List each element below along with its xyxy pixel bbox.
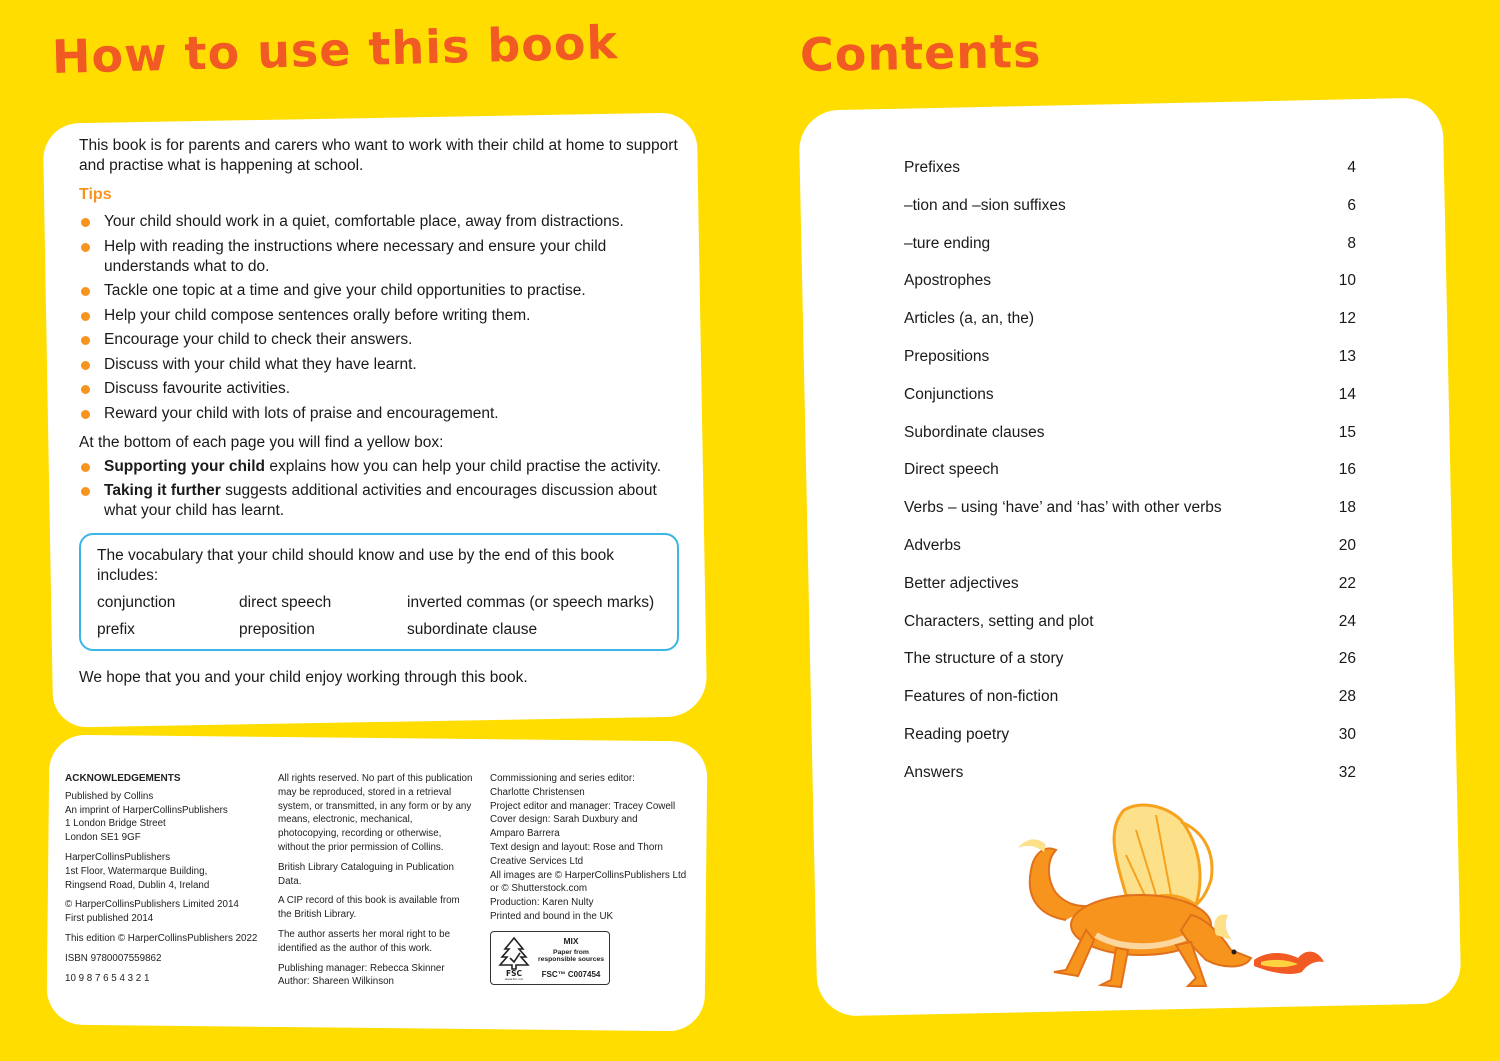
contents-item-label: Prefixes xyxy=(904,159,960,176)
contents-item[interactable] xyxy=(904,459,1356,497)
vocabulary-row xyxy=(97,620,661,640)
ack-block: The author asserts her moral right to be identified as the author of this work. xyxy=(278,928,451,954)
ack-line: Creative Services Ltd xyxy=(490,855,584,867)
list-item: Discuss with your child what they have learnt. xyxy=(79,355,679,375)
ack-line: Author: Shareen Wilkinson xyxy=(278,976,394,988)
fsc-logo-text: FSC xyxy=(505,968,523,978)
intro-text: This book is for parents and carers who want to work with their child at home to support and practise what is happening at school. xyxy=(79,137,678,174)
contents-item[interactable] xyxy=(904,308,1356,346)
contents-item-page: 22 xyxy=(1338,574,1356,592)
vocab-term: inverted commas (or speech marks) xyxy=(407,594,655,611)
tips-list xyxy=(79,212,679,424)
contents-item[interactable] xyxy=(904,157,1356,195)
contents-item-label: Apostrophes xyxy=(904,272,992,290)
vocab-term: direct speech xyxy=(239,594,332,611)
vocab-term: prefix xyxy=(97,621,135,638)
contents-item-label: Verbs – using ‘have’ and ‘has’ with other verbs xyxy=(904,499,1222,517)
contents-item-page: 18 xyxy=(1338,499,1356,517)
ack-line: Commissioning and series editor: xyxy=(490,773,635,784)
contents-item-page: 14 xyxy=(1338,385,1356,403)
contents-item-label: Subordinate clauses xyxy=(904,423,1045,441)
contents-item-label: Direct speech xyxy=(904,461,999,479)
contents-item[interactable] xyxy=(904,535,1356,573)
ack-column-3 xyxy=(490,772,695,985)
ack-line: Published by Collins xyxy=(65,790,154,802)
contents-item-page: 24 xyxy=(1338,612,1356,630)
contents-item[interactable] xyxy=(904,422,1356,460)
contents-item-label: –tion and –sion suffixes xyxy=(904,196,1066,214)
contents-item[interactable] xyxy=(904,346,1356,384)
list-item xyxy=(79,457,679,477)
fsc-site-text: www.fsc.org xyxy=(504,976,524,980)
fsc-mix-label: MIX xyxy=(563,935,579,946)
ack-line: Publishing manager: Rebecca Skinner xyxy=(278,962,445,974)
list-item: Help your child compose sentences orally before writing them. xyxy=(79,306,679,326)
list-item-bold: Taking it further xyxy=(104,482,221,499)
vocabulary-intro: The vocabulary that your child should know and use by the end of this book includes: xyxy=(97,547,614,584)
contents-item[interactable] xyxy=(904,611,1356,649)
ack-line: Text design and layout: Rose and Thorn xyxy=(490,841,664,853)
contents-item[interactable] xyxy=(904,648,1356,686)
contents-list xyxy=(904,157,1356,800)
ack-block xyxy=(65,790,265,845)
fsc-description: Paper from responsible sources xyxy=(537,948,605,964)
contents-item[interactable] xyxy=(904,384,1356,422)
ack-block: All rights reserved. No part of this publication may be reproduced, stored in a retrieval system, or transmitted, in any form or by any means, electronic, mechanical, photocopying, recording or otherwise, without the prior permission of Collins. xyxy=(278,773,473,853)
contents-item-page: 20 xyxy=(1338,536,1356,554)
list-item-text: explains how you can help your child practise the activity. xyxy=(265,457,662,475)
ack-line: Ringsend Road, Dublin 4, Ireland xyxy=(65,879,210,891)
list-item-bold: Supporting your child xyxy=(104,457,266,475)
vocabulary-row xyxy=(97,593,661,613)
contents-item-page: 15 xyxy=(1338,423,1356,441)
contents-item-page: 13 xyxy=(1338,347,1356,365)
yellow-box-intro: At the bottom of each page you will find a yellow box: xyxy=(79,433,444,451)
vocab-term: conjunction xyxy=(97,594,176,611)
ack-line: ISBN 9780007559862 xyxy=(65,952,162,964)
list-item-text: suggests additional activities and encourages discussion about what your child has learnt. xyxy=(104,482,657,519)
contents-item[interactable] xyxy=(904,573,1356,611)
contents-item-label: The structure of a story xyxy=(904,650,1064,668)
contents-item-page: 32 xyxy=(1338,763,1356,781)
ack-line: or © Shutterstock.com xyxy=(490,883,588,895)
contents-item-page: 26 xyxy=(1338,650,1356,668)
ack-line: Production: Karen Nulty xyxy=(490,897,594,909)
contents-item[interactable] xyxy=(904,270,1356,308)
ack-line: Project editor and manager: Tracey Cowell xyxy=(490,800,676,812)
ack-line: Amparo Barrera xyxy=(490,828,560,840)
ack-column-2 xyxy=(278,772,474,995)
ack-line: © HarperCollinsPublishers Limited 2014 xyxy=(65,899,239,911)
list-item: Help with reading the instructions where necessary and ensure your child understands what to do. xyxy=(79,237,679,277)
ack-block xyxy=(490,772,695,924)
ack-block xyxy=(65,851,265,892)
ack-block xyxy=(65,898,265,926)
list-item: Reward your child with lots of praise and encouragement. xyxy=(79,404,679,424)
ack-heading: ACKNOWLEDGEMENTS xyxy=(65,773,181,784)
contents-item-page: 30 xyxy=(1338,725,1356,743)
contents-item-label: Conjunctions xyxy=(904,385,994,403)
contents-item[interactable] xyxy=(904,195,1356,233)
vocab-term: preposition xyxy=(239,621,315,638)
contents-title: Contents xyxy=(799,23,1042,82)
how-to-use-title: How to use this book xyxy=(51,15,619,84)
ack-block: British Library Cataloguing in Publication Data. xyxy=(278,861,454,887)
vocab-term: subordinate clause xyxy=(407,621,538,638)
contents-item-label: Characters, setting and plot xyxy=(904,612,1094,630)
contents-item-label: –ture ending xyxy=(904,234,991,252)
list-item: Your child should work in a quiet, comfortable place, away from distractions. xyxy=(79,212,679,232)
contents-item[interactable] xyxy=(904,762,1356,800)
contents-item-page: 16 xyxy=(1338,461,1356,479)
ack-line: Printed and bound in the UK xyxy=(490,910,614,922)
fsc-tree-icon xyxy=(496,936,532,980)
contents-item-label: Prepositions xyxy=(904,347,990,365)
ack-line: An imprint of HarperCollinsPublishers xyxy=(65,804,228,816)
vocabulary-box xyxy=(79,533,679,651)
contents-item[interactable] xyxy=(904,724,1356,762)
contents-item-label: Features of non-fiction xyxy=(904,688,1059,706)
ack-line: 1st Floor, Watermarque Building, xyxy=(65,865,208,877)
contents-item-page: 6 xyxy=(1347,196,1356,214)
contents-item[interactable] xyxy=(904,233,1356,271)
ack-column-1 xyxy=(65,772,265,991)
yellow-box-list xyxy=(79,457,679,522)
list-item xyxy=(79,481,679,521)
ack-line: 10 9 8 7 6 5 4 3 2 1 xyxy=(65,972,150,984)
ack-block xyxy=(278,962,474,990)
contents-item-page: 10 xyxy=(1338,272,1356,290)
contents-item[interactable] xyxy=(904,497,1356,535)
ack-line: London SE1 9GF xyxy=(65,832,141,844)
ack-line: HarperCollinsPublishers xyxy=(65,851,171,863)
ack-line: Charlotte Christensen xyxy=(490,786,585,798)
contents-item-label: Answers xyxy=(904,763,964,781)
ack-line: 1 London Bridge Street xyxy=(65,818,166,830)
ack-line: This edition © HarperCollinsPublishers 2022 xyxy=(65,932,258,944)
fsc-badge xyxy=(490,931,610,985)
contents-item-page: 4 xyxy=(1347,159,1356,176)
contents-item-label: Reading poetry xyxy=(904,725,1010,743)
contents-item-label: Articles (a, an, the) xyxy=(904,310,1035,328)
ack-line: First published 2014 xyxy=(65,913,154,925)
contents-item-page: 8 xyxy=(1347,234,1356,252)
list-item: Discuss favourite activities. xyxy=(79,379,679,399)
contents-item-page: 28 xyxy=(1338,688,1356,706)
ack-block: A CIP record of this book is available from the British Library. xyxy=(278,895,460,921)
contents-item[interactable] xyxy=(904,686,1356,724)
ack-line: Cover design: Sarah Duxbury and xyxy=(490,814,638,826)
fsc-code: FSC™ C007454 xyxy=(541,969,601,979)
closing-text: We hope that you and your child enjoy working through this book. xyxy=(79,669,528,686)
contents-item-label: Adverbs xyxy=(904,536,961,554)
list-item: Tackle one topic at a time and give your child opportunities to practise. xyxy=(79,281,679,301)
list-item: Encourage your child to check their answers. xyxy=(79,330,679,350)
contents-item-page: 12 xyxy=(1338,310,1356,328)
contents-item-label: Better adjectives xyxy=(904,574,1019,592)
dragon-illustration xyxy=(1006,800,1326,1000)
tips-heading: Tips xyxy=(79,186,112,203)
how-to-use-content xyxy=(79,136,679,688)
ack-line: All images are © HarperCollinsPublishers Ltd xyxy=(490,869,687,881)
